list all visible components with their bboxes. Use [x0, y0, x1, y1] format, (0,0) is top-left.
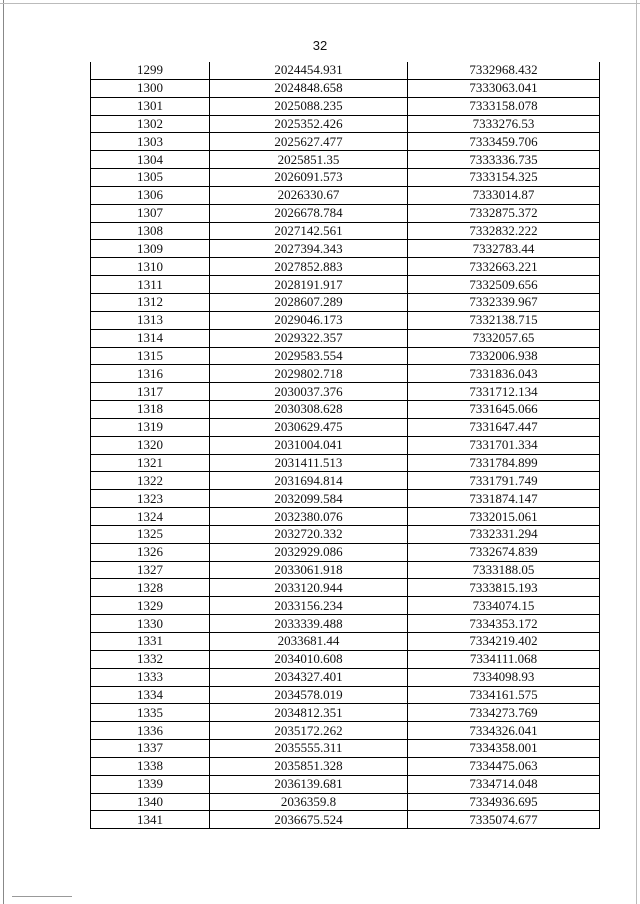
x-coordinate-cell: 2032929.086 — [210, 543, 408, 561]
page-edge-top — [0, 3, 640, 4]
point-number-cell: 1328 — [91, 579, 210, 597]
table-row — [91, 436, 600, 454]
table-row — [91, 293, 600, 311]
y-coordinate-cell: 7332968.432 — [408, 62, 600, 79]
point-number-cell: 1337 — [91, 740, 210, 758]
y-coordinate-cell: 7335074.677 — [408, 811, 600, 829]
x-coordinate-cell: 2026330.67 — [210, 186, 408, 204]
x-coordinate-cell: 2032380.076 — [210, 508, 408, 526]
point-number-cell: 1325 — [91, 525, 210, 543]
table-row — [91, 454, 600, 472]
y-coordinate-cell: 7332015.061 — [408, 508, 600, 526]
table-row — [91, 472, 600, 490]
point-number-cell: 1341 — [91, 811, 210, 829]
page-edge-left — [3, 0, 4, 904]
x-coordinate-cell: 2033339.488 — [210, 615, 408, 633]
table-row — [91, 258, 600, 276]
x-coordinate-cell: 2035555.311 — [210, 740, 408, 758]
y-coordinate-cell: 7332509.656 — [408, 276, 600, 294]
x-coordinate-cell: 2030037.376 — [210, 383, 408, 401]
x-coordinate-cell: 2032099.584 — [210, 490, 408, 508]
point-number-cell: 1330 — [91, 615, 210, 633]
y-coordinate-cell: 7333336.735 — [408, 151, 600, 169]
point-number-cell: 1320 — [91, 436, 210, 454]
y-coordinate-cell: 7331701.334 — [408, 436, 600, 454]
point-number-cell: 1304 — [91, 151, 210, 169]
table-row — [91, 365, 600, 383]
y-coordinate-cell: 7332331.294 — [408, 525, 600, 543]
table-row — [91, 597, 600, 615]
y-coordinate-cell: 7332674.839 — [408, 543, 600, 561]
y-coordinate-cell: 7332783.44 — [408, 240, 600, 258]
x-coordinate-cell: 2036675.524 — [210, 811, 408, 829]
point-number-cell: 1299 — [91, 62, 210, 79]
point-number-cell: 1309 — [91, 240, 210, 258]
x-coordinate-cell: 2024848.658 — [210, 79, 408, 97]
table-row — [91, 811, 600, 829]
table-row — [91, 133, 600, 151]
x-coordinate-cell: 2026678.784 — [210, 204, 408, 222]
table-row — [91, 615, 600, 633]
x-coordinate-cell: 2035851.328 — [210, 757, 408, 775]
table-row — [91, 793, 600, 811]
table-row — [91, 633, 600, 651]
x-coordinate-cell: 2033156.234 — [210, 597, 408, 615]
y-coordinate-cell: 7334219.402 — [408, 633, 600, 651]
point-number-cell: 1317 — [91, 383, 210, 401]
point-number-cell: 1303 — [91, 133, 210, 151]
table-row — [91, 525, 600, 543]
y-coordinate-cell: 7332832.222 — [408, 222, 600, 240]
table-row — [91, 740, 600, 758]
y-coordinate-cell: 7333154.325 — [408, 169, 600, 187]
y-coordinate-cell: 7334353.172 — [408, 615, 600, 633]
point-number-cell: 1312 — [91, 293, 210, 311]
x-coordinate-cell: 2036359.8 — [210, 793, 408, 811]
point-number-cell: 1316 — [91, 365, 210, 383]
y-coordinate-cell: 7334936.695 — [408, 793, 600, 811]
x-coordinate-cell: 2027852.883 — [210, 258, 408, 276]
table-row — [91, 115, 600, 133]
point-number-cell: 1324 — [91, 508, 210, 526]
table-row — [91, 775, 600, 793]
y-coordinate-cell: 7332006.938 — [408, 347, 600, 365]
y-coordinate-cell: 7332138.715 — [408, 311, 600, 329]
table-row — [91, 561, 600, 579]
page-edge-right — [636, 0, 637, 904]
table-row — [91, 383, 600, 401]
point-number-cell: 1310 — [91, 258, 210, 276]
y-coordinate-cell: 7331712.134 — [408, 383, 600, 401]
x-coordinate-cell: 2027394.343 — [210, 240, 408, 258]
x-coordinate-cell: 2024454.931 — [210, 62, 408, 79]
x-coordinate-cell: 2029802.718 — [210, 365, 408, 383]
x-coordinate-cell: 2035172.262 — [210, 722, 408, 740]
x-coordinate-cell: 2034010.608 — [210, 650, 408, 668]
x-coordinate-cell: 2033120.944 — [210, 579, 408, 597]
y-coordinate-cell: 7331791.749 — [408, 472, 600, 490]
table-row — [91, 722, 600, 740]
table-row — [91, 169, 600, 187]
y-coordinate-cell: 7333276.53 — [408, 115, 600, 133]
table-row — [91, 490, 600, 508]
table-row — [91, 97, 600, 115]
point-number-cell: 1318 — [91, 401, 210, 419]
point-number-cell: 1323 — [91, 490, 210, 508]
table-row — [91, 704, 600, 722]
point-number-cell: 1340 — [91, 793, 210, 811]
x-coordinate-cell: 2029322.357 — [210, 329, 408, 347]
point-number-cell: 1308 — [91, 222, 210, 240]
x-coordinate-cell: 2031694.814 — [210, 472, 408, 490]
table-row — [91, 151, 600, 169]
point-number-cell: 1336 — [91, 722, 210, 740]
y-coordinate-cell: 7334074.15 — [408, 597, 600, 615]
point-number-cell: 1319 — [91, 418, 210, 436]
x-coordinate-cell: 2034812.351 — [210, 704, 408, 722]
y-coordinate-cell: 7334714.048 — [408, 775, 600, 793]
point-number-cell: 1327 — [91, 561, 210, 579]
point-number-cell: 1313 — [91, 311, 210, 329]
y-coordinate-cell: 7331647.447 — [408, 418, 600, 436]
table-row — [91, 311, 600, 329]
table-row — [91, 62, 600, 79]
table-row — [91, 579, 600, 597]
point-number-cell: 1335 — [91, 704, 210, 722]
y-coordinate-cell: 7334475.063 — [408, 757, 600, 775]
point-number-cell: 1306 — [91, 186, 210, 204]
x-coordinate-cell: 2027142.561 — [210, 222, 408, 240]
x-coordinate-cell: 2033681.44 — [210, 633, 408, 651]
table-row — [91, 329, 600, 347]
table-row — [91, 508, 600, 526]
y-coordinate-cell: 7333459.706 — [408, 133, 600, 151]
y-coordinate-cell: 7334358.001 — [408, 740, 600, 758]
y-coordinate-cell: 7334098.93 — [408, 668, 600, 686]
table-row — [91, 418, 600, 436]
table-row — [91, 79, 600, 97]
y-coordinate-cell: 7332663.221 — [408, 258, 600, 276]
table-row — [91, 543, 600, 561]
x-coordinate-cell: 2026091.573 — [210, 169, 408, 187]
point-number-cell: 1333 — [91, 668, 210, 686]
x-coordinate-cell: 2028607.289 — [210, 293, 408, 311]
point-number-cell: 1339 — [91, 775, 210, 793]
point-number-cell: 1311 — [91, 276, 210, 294]
coordinates-table — [90, 62, 600, 829]
y-coordinate-cell: 7334111.068 — [408, 650, 600, 668]
x-coordinate-cell: 2030629.475 — [210, 418, 408, 436]
x-coordinate-cell: 2030308.628 — [210, 401, 408, 419]
table-row — [91, 276, 600, 294]
y-coordinate-cell: 7331836.043 — [408, 365, 600, 383]
y-coordinate-cell: 7333815.193 — [408, 579, 600, 597]
y-coordinate-cell: 7334326.041 — [408, 722, 600, 740]
point-number-cell: 1331 — [91, 633, 210, 651]
table-row — [91, 650, 600, 668]
x-coordinate-cell: 2025088.235 — [210, 97, 408, 115]
y-coordinate-cell: 7331784.899 — [408, 454, 600, 472]
x-coordinate-cell: 2029046.173 — [210, 311, 408, 329]
table-row — [91, 686, 600, 704]
point-number-cell: 1329 — [91, 597, 210, 615]
y-coordinate-cell: 7333158.078 — [408, 97, 600, 115]
table-row — [91, 204, 600, 222]
point-number-cell: 1307 — [91, 204, 210, 222]
y-coordinate-cell: 7333063.041 — [408, 79, 600, 97]
scan-mark — [12, 896, 72, 897]
y-coordinate-cell: 7332339.967 — [408, 293, 600, 311]
table-row — [91, 222, 600, 240]
coordinates-table-body — [91, 62, 600, 829]
y-coordinate-cell: 7332057.65 — [408, 329, 600, 347]
y-coordinate-cell: 7334161.575 — [408, 686, 600, 704]
point-number-cell: 1314 — [91, 329, 210, 347]
y-coordinate-cell: 7331874.147 — [408, 490, 600, 508]
x-coordinate-cell: 2031004.041 — [210, 436, 408, 454]
x-coordinate-cell: 2028191.917 — [210, 276, 408, 294]
point-number-cell: 1332 — [91, 650, 210, 668]
y-coordinate-cell: 7333014.87 — [408, 186, 600, 204]
table-row — [91, 668, 600, 686]
x-coordinate-cell: 2025627.477 — [210, 133, 408, 151]
page-number: 32 — [312, 38, 328, 53]
x-coordinate-cell: 2033061.918 — [210, 561, 408, 579]
x-coordinate-cell: 2036139.681 — [210, 775, 408, 793]
x-coordinate-cell: 2025352.426 — [210, 115, 408, 133]
x-coordinate-cell: 2032720.332 — [210, 525, 408, 543]
point-number-cell: 1338 — [91, 757, 210, 775]
x-coordinate-cell: 2034578.019 — [210, 686, 408, 704]
x-coordinate-cell: 2029583.554 — [210, 347, 408, 365]
table-row — [91, 757, 600, 775]
x-coordinate-cell: 2025851.35 — [210, 151, 408, 169]
point-number-cell: 1300 — [91, 79, 210, 97]
y-coordinate-cell: 7332875.372 — [408, 204, 600, 222]
y-coordinate-cell: 7334273.769 — [408, 704, 600, 722]
point-number-cell: 1301 — [91, 97, 210, 115]
x-coordinate-cell: 2031411.513 — [210, 454, 408, 472]
y-coordinate-cell: 7333188.05 — [408, 561, 600, 579]
table-row — [91, 347, 600, 365]
point-number-cell: 1302 — [91, 115, 210, 133]
table-row — [91, 401, 600, 419]
x-coordinate-cell: 2034327.401 — [210, 668, 408, 686]
table-row — [91, 240, 600, 258]
table-row — [91, 186, 600, 204]
point-number-cell: 1315 — [91, 347, 210, 365]
point-number-cell: 1305 — [91, 169, 210, 187]
y-coordinate-cell: 7331645.066 — [408, 401, 600, 419]
point-number-cell: 1326 — [91, 543, 210, 561]
point-number-cell: 1321 — [91, 454, 210, 472]
point-number-cell: 1334 — [91, 686, 210, 704]
point-number-cell: 1322 — [91, 472, 210, 490]
